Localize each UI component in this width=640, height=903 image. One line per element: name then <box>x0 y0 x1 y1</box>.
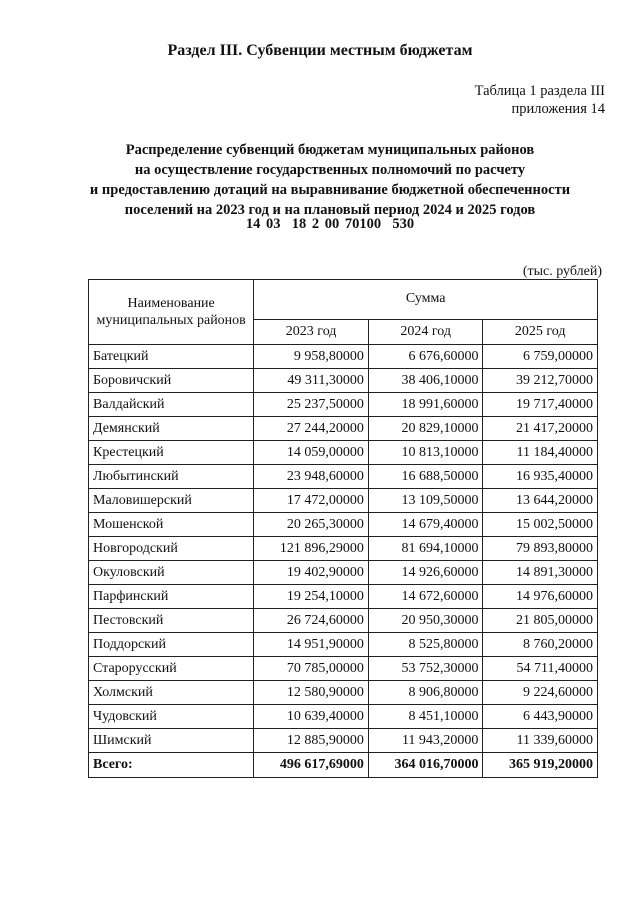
heading-line3: и предоставлению дотаций на выравнивание бюджетной обеспеченности <box>89 182 571 198</box>
district-name: Старорусский <box>89 657 254 681</box>
table-row <box>89 609 598 633</box>
table-row <box>89 633 598 657</box>
table-row <box>89 441 598 465</box>
table-row <box>89 657 598 681</box>
district-name: Боровичский <box>89 369 254 393</box>
value-2023: 17 472,00000 <box>254 489 369 513</box>
value-2024: 6 676,60000 <box>368 345 483 369</box>
value-2025: 14 891,30000 <box>483 561 598 585</box>
value-2024: 14 679,40000 <box>368 513 483 537</box>
value-2023: 14 059,00000 <box>254 441 369 465</box>
value-2023: 10 639,40000 <box>254 705 369 729</box>
table-row <box>89 513 598 537</box>
value-2025: 14 976,60000 <box>483 585 598 609</box>
value-2023: 121 896,29000 <box>254 537 369 561</box>
value-2024: 20 950,30000 <box>368 609 483 633</box>
total-row <box>89 753 598 778</box>
district-name: Валдайский <box>89 393 254 417</box>
table-row <box>89 537 598 561</box>
table-row <box>89 729 598 753</box>
heading-line4: поселений на 2023 год и на плановый период 2024 и 2025 годов <box>124 202 536 218</box>
value-2023: 20 265,30000 <box>254 513 369 537</box>
table-reference-line2: приложения 14 <box>511 101 605 117</box>
table-row <box>89 585 598 609</box>
table-row <box>89 705 598 729</box>
table-reference-line1: Таблица 1 раздела III <box>474 83 605 99</box>
value-2024: 81 694,10000 <box>368 537 483 561</box>
district-name: Окуловский <box>89 561 254 585</box>
district-name: Новгородский <box>89 537 254 561</box>
table-row <box>89 561 598 585</box>
district-name: Холмский <box>89 681 254 705</box>
value-2024: 53 752,30000 <box>368 657 483 681</box>
page-title: Раздел III. Субвенции местным бюджетам <box>167 42 473 59</box>
value-2025: 54 711,40000 <box>483 657 598 681</box>
value-2023: 12 580,90000 <box>254 681 369 705</box>
value-2024: 16 688,50000 <box>368 465 483 489</box>
value-2024: 18 991,60000 <box>368 393 483 417</box>
value-2023: 25 237,50000 <box>254 393 369 417</box>
district-name: Пестовский <box>89 609 254 633</box>
value-2025: 9 224,60000 <box>483 681 598 705</box>
value-2024: 14 926,60000 <box>368 561 483 585</box>
table-row <box>89 465 598 489</box>
value-2024: 8 525,80000 <box>368 633 483 657</box>
total-2023: 496 617,69000 <box>254 753 369 778</box>
value-2023: 14 951,90000 <box>254 633 369 657</box>
district-name: Демянский <box>89 417 254 441</box>
column-header-2023: 2023 год <box>254 319 369 344</box>
district-name: Парфинский <box>89 585 254 609</box>
value-2025: 11 184,40000 <box>483 441 598 465</box>
value-2025: 39 212,70000 <box>483 369 598 393</box>
heading-line1: Распределение субвенций бюджетам муниципальных районов <box>125 142 535 158</box>
subsidy-table <box>88 279 598 778</box>
total-2024: 364 016,70000 <box>368 753 483 778</box>
value-2025: 8 760,20000 <box>483 633 598 657</box>
value-2023: 27 244,20000 <box>254 417 369 441</box>
total-label: Всего: <box>89 753 254 778</box>
value-2025: 19 717,40000 <box>483 393 598 417</box>
value-2024: 14 672,60000 <box>368 585 483 609</box>
value-2024: 8 906,80000 <box>368 681 483 705</box>
value-2025: 79 893,80000 <box>483 537 598 561</box>
value-2023: 19 254,10000 <box>254 585 369 609</box>
district-name: Шимский <box>89 729 254 753</box>
heading-line2: на осуществление государственных полномочий по расчету <box>134 162 526 178</box>
district-name: Маловишерский <box>89 489 254 513</box>
value-2025: 21 805,00000 <box>483 609 598 633</box>
value-2023: 49 311,30000 <box>254 369 369 393</box>
district-name: Мошенской <box>89 513 254 537</box>
table-row <box>89 369 598 393</box>
column-header-2024: 2024 год <box>368 319 483 344</box>
value-2025: 16 935,40000 <box>483 465 598 489</box>
table-body <box>89 345 598 753</box>
value-2025: 15 002,50000 <box>483 513 598 537</box>
value-2023: 70 785,00000 <box>254 657 369 681</box>
budget-classification-code: 14 03 18 2 00 70100 530 <box>245 216 415 232</box>
district-name: Крестецкий <box>89 441 254 465</box>
column-header-sum: Сумма <box>254 280 598 320</box>
column-header-2025: 2025 год <box>483 319 598 344</box>
district-name: Любытинский <box>89 465 254 489</box>
value-2024: 10 813,10000 <box>368 441 483 465</box>
table-row <box>89 345 598 369</box>
table-row <box>89 393 598 417</box>
value-2025: 21 417,20000 <box>483 417 598 441</box>
table-row <box>89 489 598 513</box>
district-name: Чудовский <box>89 705 254 729</box>
value-2023: 12 885,90000 <box>254 729 369 753</box>
value-2025: 6 443,90000 <box>483 705 598 729</box>
value-2024: 8 451,10000 <box>368 705 483 729</box>
value-2023: 9 958,80000 <box>254 345 369 369</box>
value-2025: 6 759,00000 <box>483 345 598 369</box>
district-name: Поддорский <box>89 633 254 657</box>
table-row <box>89 681 598 705</box>
total-2025: 365 919,20000 <box>483 753 598 778</box>
value-2024: 38 406,10000 <box>368 369 483 393</box>
table-row <box>89 417 598 441</box>
value-2023: 19 402,90000 <box>254 561 369 585</box>
units-label: (тыс. рублей) <box>522 264 602 279</box>
value-2025: 11 339,60000 <box>483 729 598 753</box>
value-2025: 13 644,20000 <box>483 489 598 513</box>
value-2024: 13 109,50000 <box>368 489 483 513</box>
value-2023: 26 724,60000 <box>254 609 369 633</box>
column-header-name: Наименование муниципальных районов <box>89 280 254 345</box>
value-2024: 11 943,20000 <box>368 729 483 753</box>
table-reference <box>475 82 605 118</box>
document-heading <box>60 140 600 220</box>
value-2023: 23 948,60000 <box>254 465 369 489</box>
value-2024: 20 829,10000 <box>368 417 483 441</box>
district-name: Батецкий <box>89 345 254 369</box>
